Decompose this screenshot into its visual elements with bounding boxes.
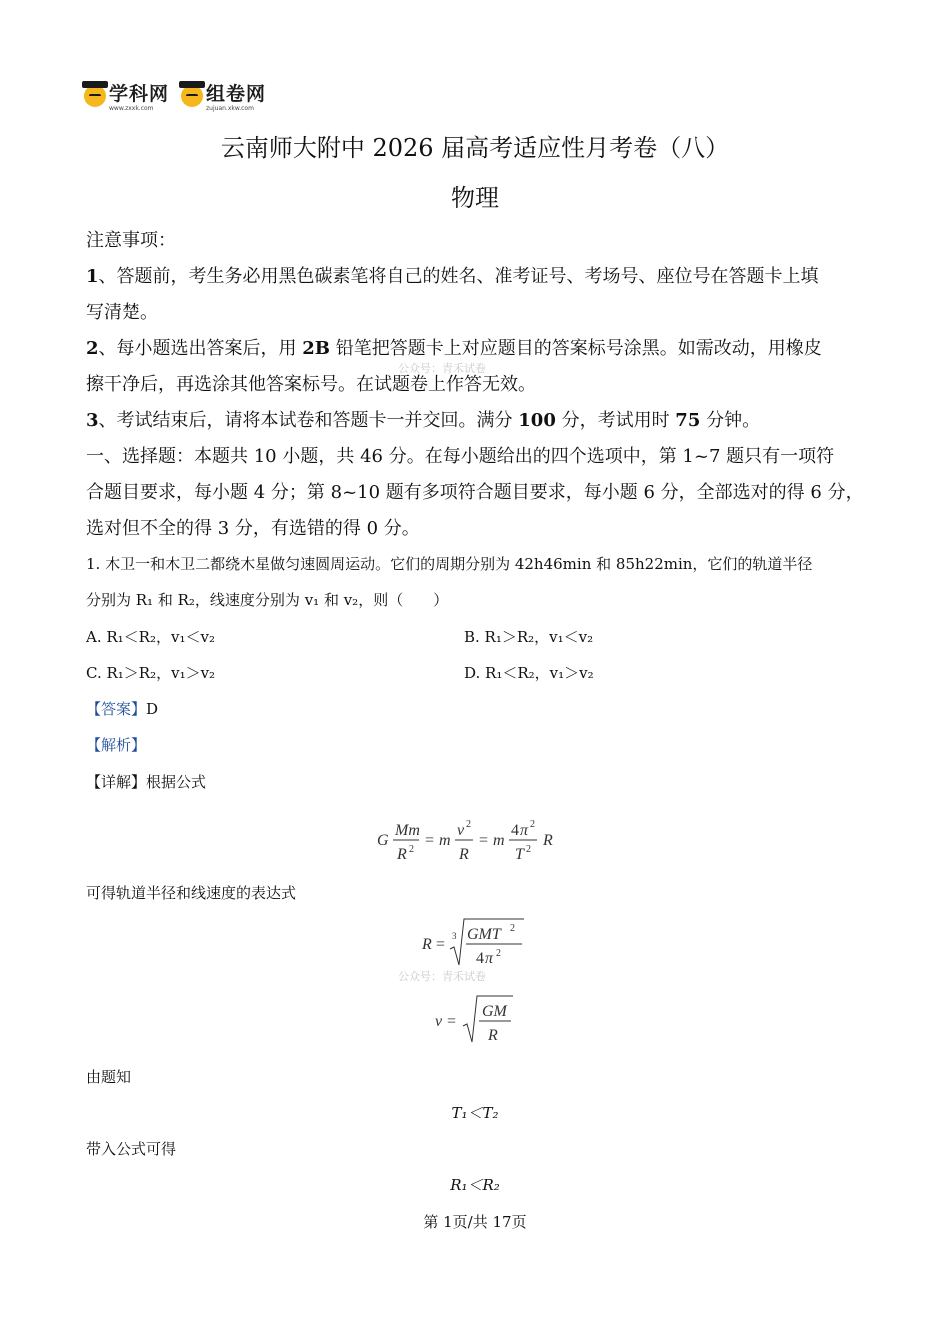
question-stem-line-2: 分别为 R₁ 和 R₂，线速度分别为 v₁ 和 v₂，则（ ）: [86, 591, 449, 609]
svg-text:2: 2: [409, 844, 414, 855]
logo-name: 组卷网: [206, 83, 267, 105]
svg-text:4: 4: [476, 950, 484, 967]
notice-text: 铅笔把答题卡上对应题目的答案标号涂黑。如需改动，用橡皮: [330, 338, 822, 359]
notice-bold: 2B: [302, 338, 331, 359]
svg-text:2: 2: [496, 948, 501, 959]
svg-text:2: 2: [466, 819, 471, 830]
svg-text:G: G: [377, 832, 389, 849]
header-logos: [84, 85, 266, 112]
notice-item-1-cont: 写清楚。: [86, 302, 158, 323]
svg-text:R: R: [488, 1027, 498, 1044]
svg-text:4: 4: [511, 822, 519, 839]
svg-text:=: =: [479, 832, 489, 849]
notice-number: 2: [86, 338, 99, 359]
notice-heading: 注意事项：: [86, 230, 176, 251]
formula-period-compare: T₁＜T₂: [451, 1104, 499, 1122]
text-substitute: 带入公式可得: [86, 1140, 177, 1158]
svg-text:GMT: GMT: [467, 926, 501, 943]
detail-text: 根据公式: [146, 773, 207, 791]
text-given: 由题知: [86, 1068, 132, 1086]
formula-gravitation-svg: [375, 815, 575, 865]
logo-url: zujuan.xkw.com: [206, 105, 254, 112]
svg-text:=: =: [436, 936, 446, 953]
analysis-line: [86, 734, 146, 755]
answer-value: D: [146, 700, 159, 718]
option-b: B. R₁＞R₂，v₁＜v₂: [464, 628, 594, 646]
formula-velocity-svg: [433, 992, 517, 1048]
text-radius-expression: 可得轨道半径和线速度的表达式: [86, 884, 297, 902]
section-line-1: 一、选择题：本题共 10 小题，共 46 分。在每小题给出的四个选项中，第 1~7 题只有一项符: [86, 446, 835, 467]
svg-text:=: =: [447, 1013, 457, 1030]
svg-text:m: m: [439, 832, 451, 849]
question-stem-line-1: 1. 木卫一和木卫二都绕木星做匀速圆周运动。它们的周期分别为 42h46min 和 85h22min，它们的轨道半径: [86, 555, 813, 573]
notice-number: 1: [86, 266, 99, 287]
notice-item-1: [86, 262, 819, 288]
detail-line: [86, 771, 206, 792]
notice-item-2-cont: 擦干净后，再选涂其他答案标号。在试题卷上作答无效。: [86, 374, 536, 395]
mascot-icon: [181, 85, 203, 107]
svg-text:2: 2: [510, 923, 515, 934]
svg-text:2: 2: [526, 844, 531, 855]
logo-name: 学科网: [109, 83, 170, 105]
notice-bold: 75: [675, 410, 701, 431]
notice-bold: 100: [518, 410, 556, 431]
notice-text: 、每小题选出答案后，用: [98, 338, 303, 359]
notice-number: 3: [86, 410, 99, 431]
notice-text: 、答题前，考生务必用黑色碳素笔将自己的姓名、准考证号、考场号、座位号在答题卡上填: [98, 266, 819, 287]
mascot-icon: [84, 85, 106, 107]
watermark: 公众号：青禾试卷: [398, 970, 486, 983]
notice-text: 分，考试用时: [555, 410, 676, 431]
svg-text:m: m: [493, 832, 505, 849]
formula-radius-svg: [420, 915, 530, 971]
svg-text:=: =: [425, 832, 435, 849]
option-c: C. R₁＞R₂，v₁＞v₂: [86, 664, 216, 682]
option-d: D. R₁＜R₂，v₁＞v₂: [464, 664, 594, 682]
svg-text:R: R: [543, 832, 553, 849]
svg-text:R: R: [459, 846, 469, 863]
svg-text:π: π: [520, 822, 529, 839]
svg-text:π: π: [485, 950, 494, 967]
option-a: A. R₁＜R₂，v₁＜v₂: [86, 628, 215, 646]
logo-url: www.zxxk.com: [109, 105, 154, 112]
exam-subject: 物理: [451, 184, 499, 212]
logo-zujuanwang: [181, 85, 266, 112]
svg-text:GM: GM: [482, 1003, 507, 1020]
svg-text:3: 3: [452, 931, 457, 941]
svg-text:T: T: [515, 846, 524, 863]
svg-text:Mm: Mm: [395, 822, 420, 839]
answer-line: [86, 698, 158, 719]
notice-text: 分钟。: [700, 410, 761, 431]
svg-text:R: R: [422, 936, 432, 953]
page-footer: 第 1页/共 17页: [423, 1213, 527, 1231]
svg-text:2: 2: [530, 819, 535, 830]
formula-velocity: [0, 992, 950, 1048]
svg-text:R: R: [397, 846, 407, 863]
formula-radius: [0, 915, 950, 971]
notice-text: 、考试结束后，请将本试卷和答题卡一并交回。满分: [98, 410, 519, 431]
analysis-label: 【解析】: [86, 736, 147, 754]
section-line-3: 选对但不全的得 3 分，有选错的得 0 分。: [86, 518, 420, 539]
svg-text:v: v: [435, 1013, 443, 1030]
detail-label: 【详解】: [86, 773, 147, 791]
section-line-2: 合题目要求，每小题 4 分；第 8~10 题有多项符合题目要求，每小题 6 分，全部选对的得 6 分，: [86, 482, 864, 503]
formula-gravitation: [0, 815, 950, 865]
notice-item-3: [86, 406, 760, 432]
logo-xuekewang: [84, 85, 169, 112]
answer-label: 【答案】: [86, 700, 147, 718]
watermark: 公众号：青禾试卷: [398, 362, 486, 375]
svg-text:v: v: [457, 822, 465, 839]
notice-item-2: [86, 334, 822, 360]
formula-radius-compare: R₁＜R₂: [450, 1176, 500, 1194]
exam-title: 云南师大附中 2026 届高考适应性月考卷（八）: [220, 134, 730, 162]
